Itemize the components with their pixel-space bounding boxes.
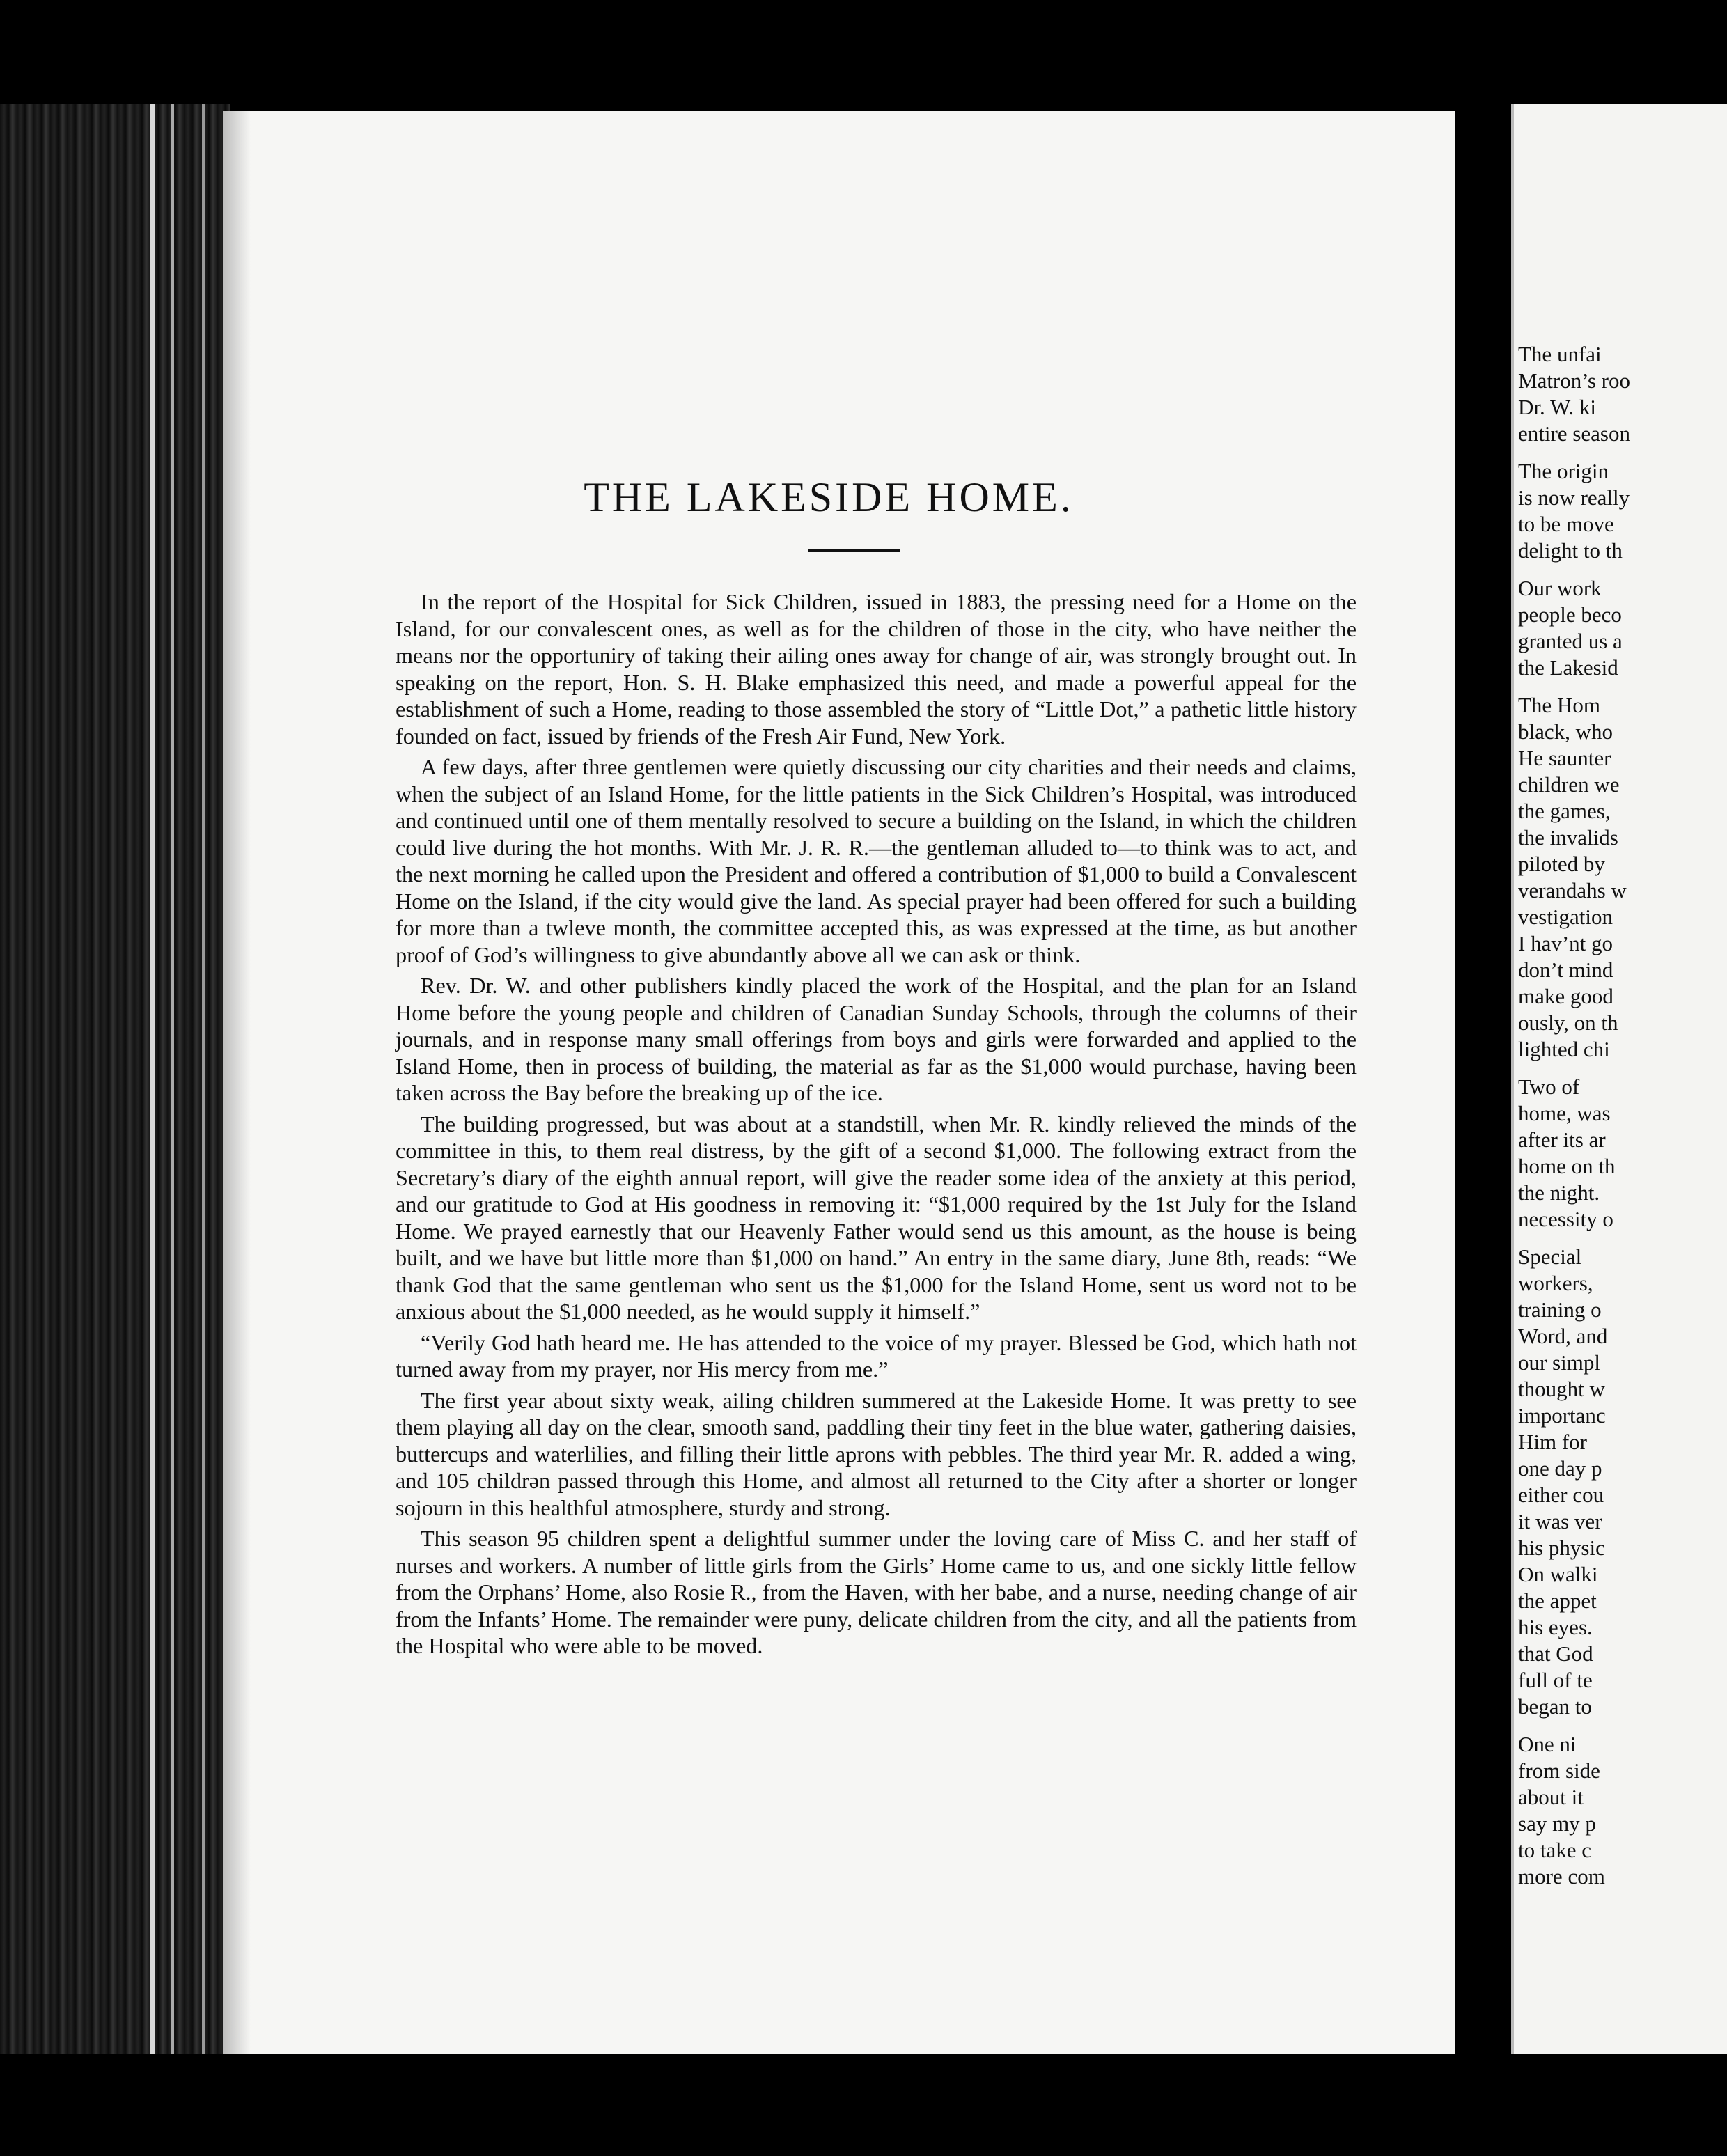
right-page-line: our simpl bbox=[1518, 1350, 1600, 1375]
page-title: THE LAKESIDE HOME. bbox=[584, 474, 1074, 520]
right-page-line: The unfai bbox=[1518, 342, 1602, 366]
paragraph: Rev. Dr. W. and other publishers kindly placed the work of the Hospital, and the plan for an Island Home before the young people and children of Canadian Sunday Schools, through the columns of their journals, and in response many small offerings from boys and girls were forwarded and applied to the Island Home, then in process of building, the material as far as the $1,000 would purchase, having been taken across the Bay before the breaking up of the ice. bbox=[396, 973, 1357, 1105]
right-page-line: one day p bbox=[1518, 1456, 1602, 1481]
paragraph: In the report of the Hospital for Sick Children, issued in 1883, the pressing need for a Home on the Island, for our convalescent ones, as well as for the children of those in the city, who have neither the means nor the opportuniry of taking their ailing ones away for change of air, was strongly brought out. In speaking on the report, Hon. S. H. Blake emphasized this need, and made a powerful appeal for the establishment of such a Home, reading to those assembled the story of “Little Dot,” a pathetic little history founded on fact, issued by friends of the Fresh Air Fund, New York. bbox=[396, 589, 1357, 749]
paragraph: This season 95 children spent a delightful summer under the loving care of Miss C. and her staff of nurses and workers. A number of little girls from the Girls’ Home came to us, and one sickly little fellow from the Orphans’ Home, also Rosie R., from the Haven, with her babe, and a nurse, needing change of air from the Infants’ Home. The remainder were puny, delicate children from the city, and all the patients from the Hospital who were able to be moved. bbox=[396, 1526, 1357, 1658]
right-page-line: the games, bbox=[1518, 799, 1611, 823]
paragraph-gap bbox=[1518, 1720, 1727, 1731]
right-page-line: necessity o bbox=[1518, 1207, 1613, 1231]
title-rule bbox=[808, 549, 900, 552]
right-page-line: verandahs w bbox=[1518, 878, 1627, 903]
right-page-line: either cou bbox=[1518, 1483, 1604, 1507]
right-page-line: it was ver bbox=[1518, 1509, 1602, 1533]
right-page-line: Word, and bbox=[1518, 1324, 1608, 1348]
paragraph: “Verily God hath heard me. He has attended to the voice of my prayer. Blessed be God, which hath not turned away from my prayer, nor His mercy from me.” bbox=[396, 1329, 1357, 1382]
right-page-line: Special bbox=[1518, 1244, 1582, 1269]
right-page-line: thought w bbox=[1518, 1377, 1605, 1401]
paragraph-gap bbox=[1518, 1233, 1727, 1244]
right-page-line: workers, bbox=[1518, 1271, 1593, 1295]
right-page-line: the Lakesid bbox=[1518, 655, 1618, 680]
right-page-line: don’t mind bbox=[1518, 958, 1613, 982]
paragraph-gap bbox=[1518, 447, 1727, 458]
paragraph: A few days, after three gentlemen were quietly discussing our city charities and their needs and claims, when the subject of an Island Home, for the little patients in the Sick Children’s Hospital, was introduced and continued until one of them mentally resolved to secure a building on the Island, in which the children could live during the hot months. With Mr. J. R. R.—the gentleman alluded to—to think was to act, and the next morning he called upon the President and offered a contribution of $1,000 to build a Convalescent Home on the Island, if the city would give the land. As special prayer had been offered for such a building for more than a twleve month, the committee accepted this, as was expressed at the time, as but another proof of God’s willingness to give abundantly above all we can ask or think. bbox=[396, 754, 1357, 967]
right-page-line: importanc bbox=[1518, 1403, 1606, 1428]
right-page-line: is now really bbox=[1518, 485, 1630, 510]
right-page-line: about it bbox=[1518, 1785, 1584, 1809]
right-page-line: Two of bbox=[1518, 1075, 1580, 1099]
book-spine bbox=[0, 104, 230, 2054]
right-page-line: make good bbox=[1518, 984, 1613, 1008]
body-text bbox=[396, 588, 1357, 1664]
right-page-line: his physic bbox=[1518, 1536, 1605, 1560]
right-page-line: home on th bbox=[1518, 1154, 1616, 1178]
paragraph-gap bbox=[1518, 1890, 1727, 1901]
right-page-line: say my p bbox=[1518, 1811, 1596, 1836]
right-page-line: On walki bbox=[1518, 1562, 1598, 1586]
right-page-line: to take c bbox=[1518, 1838, 1592, 1862]
right-page-line: black, who bbox=[1518, 719, 1613, 744]
right-page-line: the invalids bbox=[1518, 825, 1618, 850]
paragraph-gap bbox=[1518, 1063, 1727, 1074]
right-page-line: Dr. W. ki bbox=[1518, 395, 1596, 419]
paragraph: The first year about sixty weak, ailing children summered at the Lakeside Home. It was pretty to see them playing all day on the clear, smooth sand, paddling their tiny feet in the blue water, gathering daisies, buttercups and waterlilies, and filling their little aprons with pebbles. The third year Mr. R. added a wing, and 105 childrən passed through this Home, and almost all returned to the City after a shorter or longer sojourn in this healthful atmosphere, sturdy and strong. bbox=[396, 1387, 1357, 1520]
right-page-line: ously, on th bbox=[1518, 1010, 1618, 1035]
right-page-line: from side bbox=[1518, 1758, 1600, 1783]
right-page-line: training o bbox=[1518, 1297, 1602, 1322]
right-page-text-fragments bbox=[1518, 341, 1727, 1901]
right-page-line: full of te bbox=[1518, 1668, 1593, 1692]
right-page-line: home, was bbox=[1518, 1101, 1611, 1125]
right-page-line: lighted chi bbox=[1518, 1037, 1610, 1061]
right-page-line: people beco bbox=[1518, 602, 1622, 627]
right-page-line: Our work bbox=[1518, 576, 1602, 600]
paragraph-gap bbox=[1518, 564, 1727, 575]
right-page-line: vestigation bbox=[1518, 905, 1613, 929]
right-page-line: piloted by bbox=[1518, 852, 1605, 876]
right-page-line: more com bbox=[1518, 1864, 1605, 1889]
right-page-line: Matron’s roo bbox=[1518, 368, 1631, 393]
paragraph-gap bbox=[1518, 681, 1727, 692]
right-page-line: began to bbox=[1518, 1694, 1592, 1719]
right-page-line: The origin bbox=[1518, 459, 1609, 483]
right-page-line: delight to th bbox=[1518, 538, 1623, 563]
right-page-line: that God bbox=[1518, 1641, 1593, 1666]
right-page-line: granted us a bbox=[1518, 629, 1623, 653]
right-page-line: the appet bbox=[1518, 1588, 1597, 1613]
right-page-line: He saunter bbox=[1518, 746, 1611, 770]
right-page-line: his eyes. bbox=[1518, 1615, 1593, 1639]
right-page-line: I hav’nt go bbox=[1518, 931, 1613, 955]
right-page-line: after its ar bbox=[1518, 1127, 1606, 1152]
right-page-line: to be move bbox=[1518, 512, 1614, 536]
right-page-line: children we bbox=[1518, 772, 1620, 797]
page-gutter-shadow bbox=[223, 111, 251, 2054]
right-page-line: One ni bbox=[1518, 1732, 1577, 1756]
right-page-line: Him for bbox=[1518, 1430, 1588, 1454]
right-page-line: The Hom bbox=[1518, 693, 1600, 717]
right-page-line: the night. bbox=[1518, 1180, 1600, 1205]
paragraph: The building progressed, but was about at a standstill, when Mr. R. kindly relieved the minds of the committee in this, to them real distress, by the gift of a second $1,000. The following extract from the Secretary’s diary of the eighth annual report, will give the reader some idea of the anxiety at this period, and our gratitude to God at His goodness in removing it: “$1,000 required by the 1st July for the Island Home. We prayed earnestly that our Heavenly Father would send us this amount, as the house is being built, and we have but little more than $1,000 on hand.” An entry in the same diary, June 8th, reads: “We thank God that the same gentleman who sent us the $1,000 for the Island Home, sent us word not to be anxious about the $1,000 needed, as he would supply it himself.” bbox=[396, 1111, 1357, 1324]
right-page-line: entire season bbox=[1518, 421, 1630, 446]
